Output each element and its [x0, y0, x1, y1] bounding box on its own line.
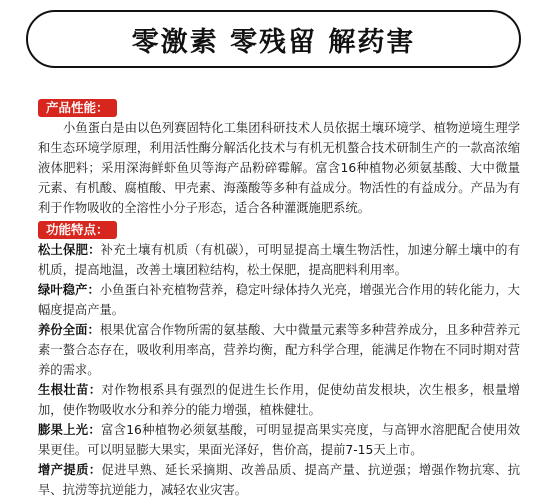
features-tag: 功能特点：: [38, 221, 117, 239]
feature-title: 生根壮苗：: [38, 383, 102, 397]
feature-item-roots: [38, 380, 520, 420]
performance-text: 小鱼蛋白是由以色列赛固特化工集团科研技术人员依据土壤环境学、植物逆境生理学和生态环境学原理，利用活性酶分解活化技术与有机无机螯合技术研制生产的一款高浓缩液体肥料；采用深海鲜虾鱼贝等海产品粉碎霉解。富含16种植物必须氨基酸、大中微量元素、有机酸、腐植酸、甲壳素、海藻酸等多种有益成分。物活性的有益成分。产品为有利于作物吸收的全溶性小分子形态，适合各种灌溉施肥系统。: [38, 121, 520, 215]
performance-tag: 产品性能：: [38, 99, 117, 117]
feature-text: 促进早熟、延长采摘期、改善品质、提高产量、抗逆强；增强作物抗寒、抗旱、抗涝等抗逆能力，减轻农业灾害。: [38, 463, 520, 497]
feature-title: 松土保肥：: [38, 243, 101, 257]
feature-title: 增产提质：: [38, 463, 102, 477]
feature-text: 根果优富合作物所需的氨基酸、大中微量元素等多种营养成分，且多种营养元素一螯合态存在，吸收利用率高，营养均衡，配方科学合理，能满足作物在不同时期对营养的需求。: [38, 323, 520, 377]
features-tag-row: [38, 220, 520, 240]
banner-title: 零激素 零残留 解药害: [131, 26, 416, 58]
feature-item-green-leaf: [38, 280, 520, 320]
feature-text: 富含16种植物必须氨基酸，可明显提高果实亮度，与高钾水溶肥配合使用效果更佳。可以明显膨大果实，果面光泽好，售价高，提前7-15天上市。: [38, 423, 520, 457]
feature-item-fruit: [38, 420, 520, 460]
feature-text: 补充土壤有机质（有机碳），可明显提高土壤生物活性，加速分解土壤中的有机质，提高地温，改善土壤团粒结构，松土保肥，提高肥料利用率。: [38, 243, 520, 277]
feature-title: 膨果上光：: [38, 423, 102, 437]
performance-tag-row: [38, 98, 520, 118]
feature-item-soil: [38, 240, 520, 280]
feature-item-yield: [38, 460, 520, 500]
title-banner: [26, 10, 521, 68]
feature-title: 绿叶稳产：: [38, 283, 100, 297]
feature-text: 对作物根系具有强烈的促进生长作用，促使幼苗发根块，次生根多，根量增加，使作物吸收水分和养分的能力增强，植株健壮。: [38, 383, 520, 417]
feature-text: 小鱼蛋白补充植物营养，稳定叶绿体持久光亮，增强光合作用的转化能力，大幅度提高产量。: [38, 283, 520, 317]
feature-item-nutrients: [38, 320, 520, 380]
content: [38, 98, 520, 500]
feature-title: 养份全面：: [38, 323, 100, 337]
